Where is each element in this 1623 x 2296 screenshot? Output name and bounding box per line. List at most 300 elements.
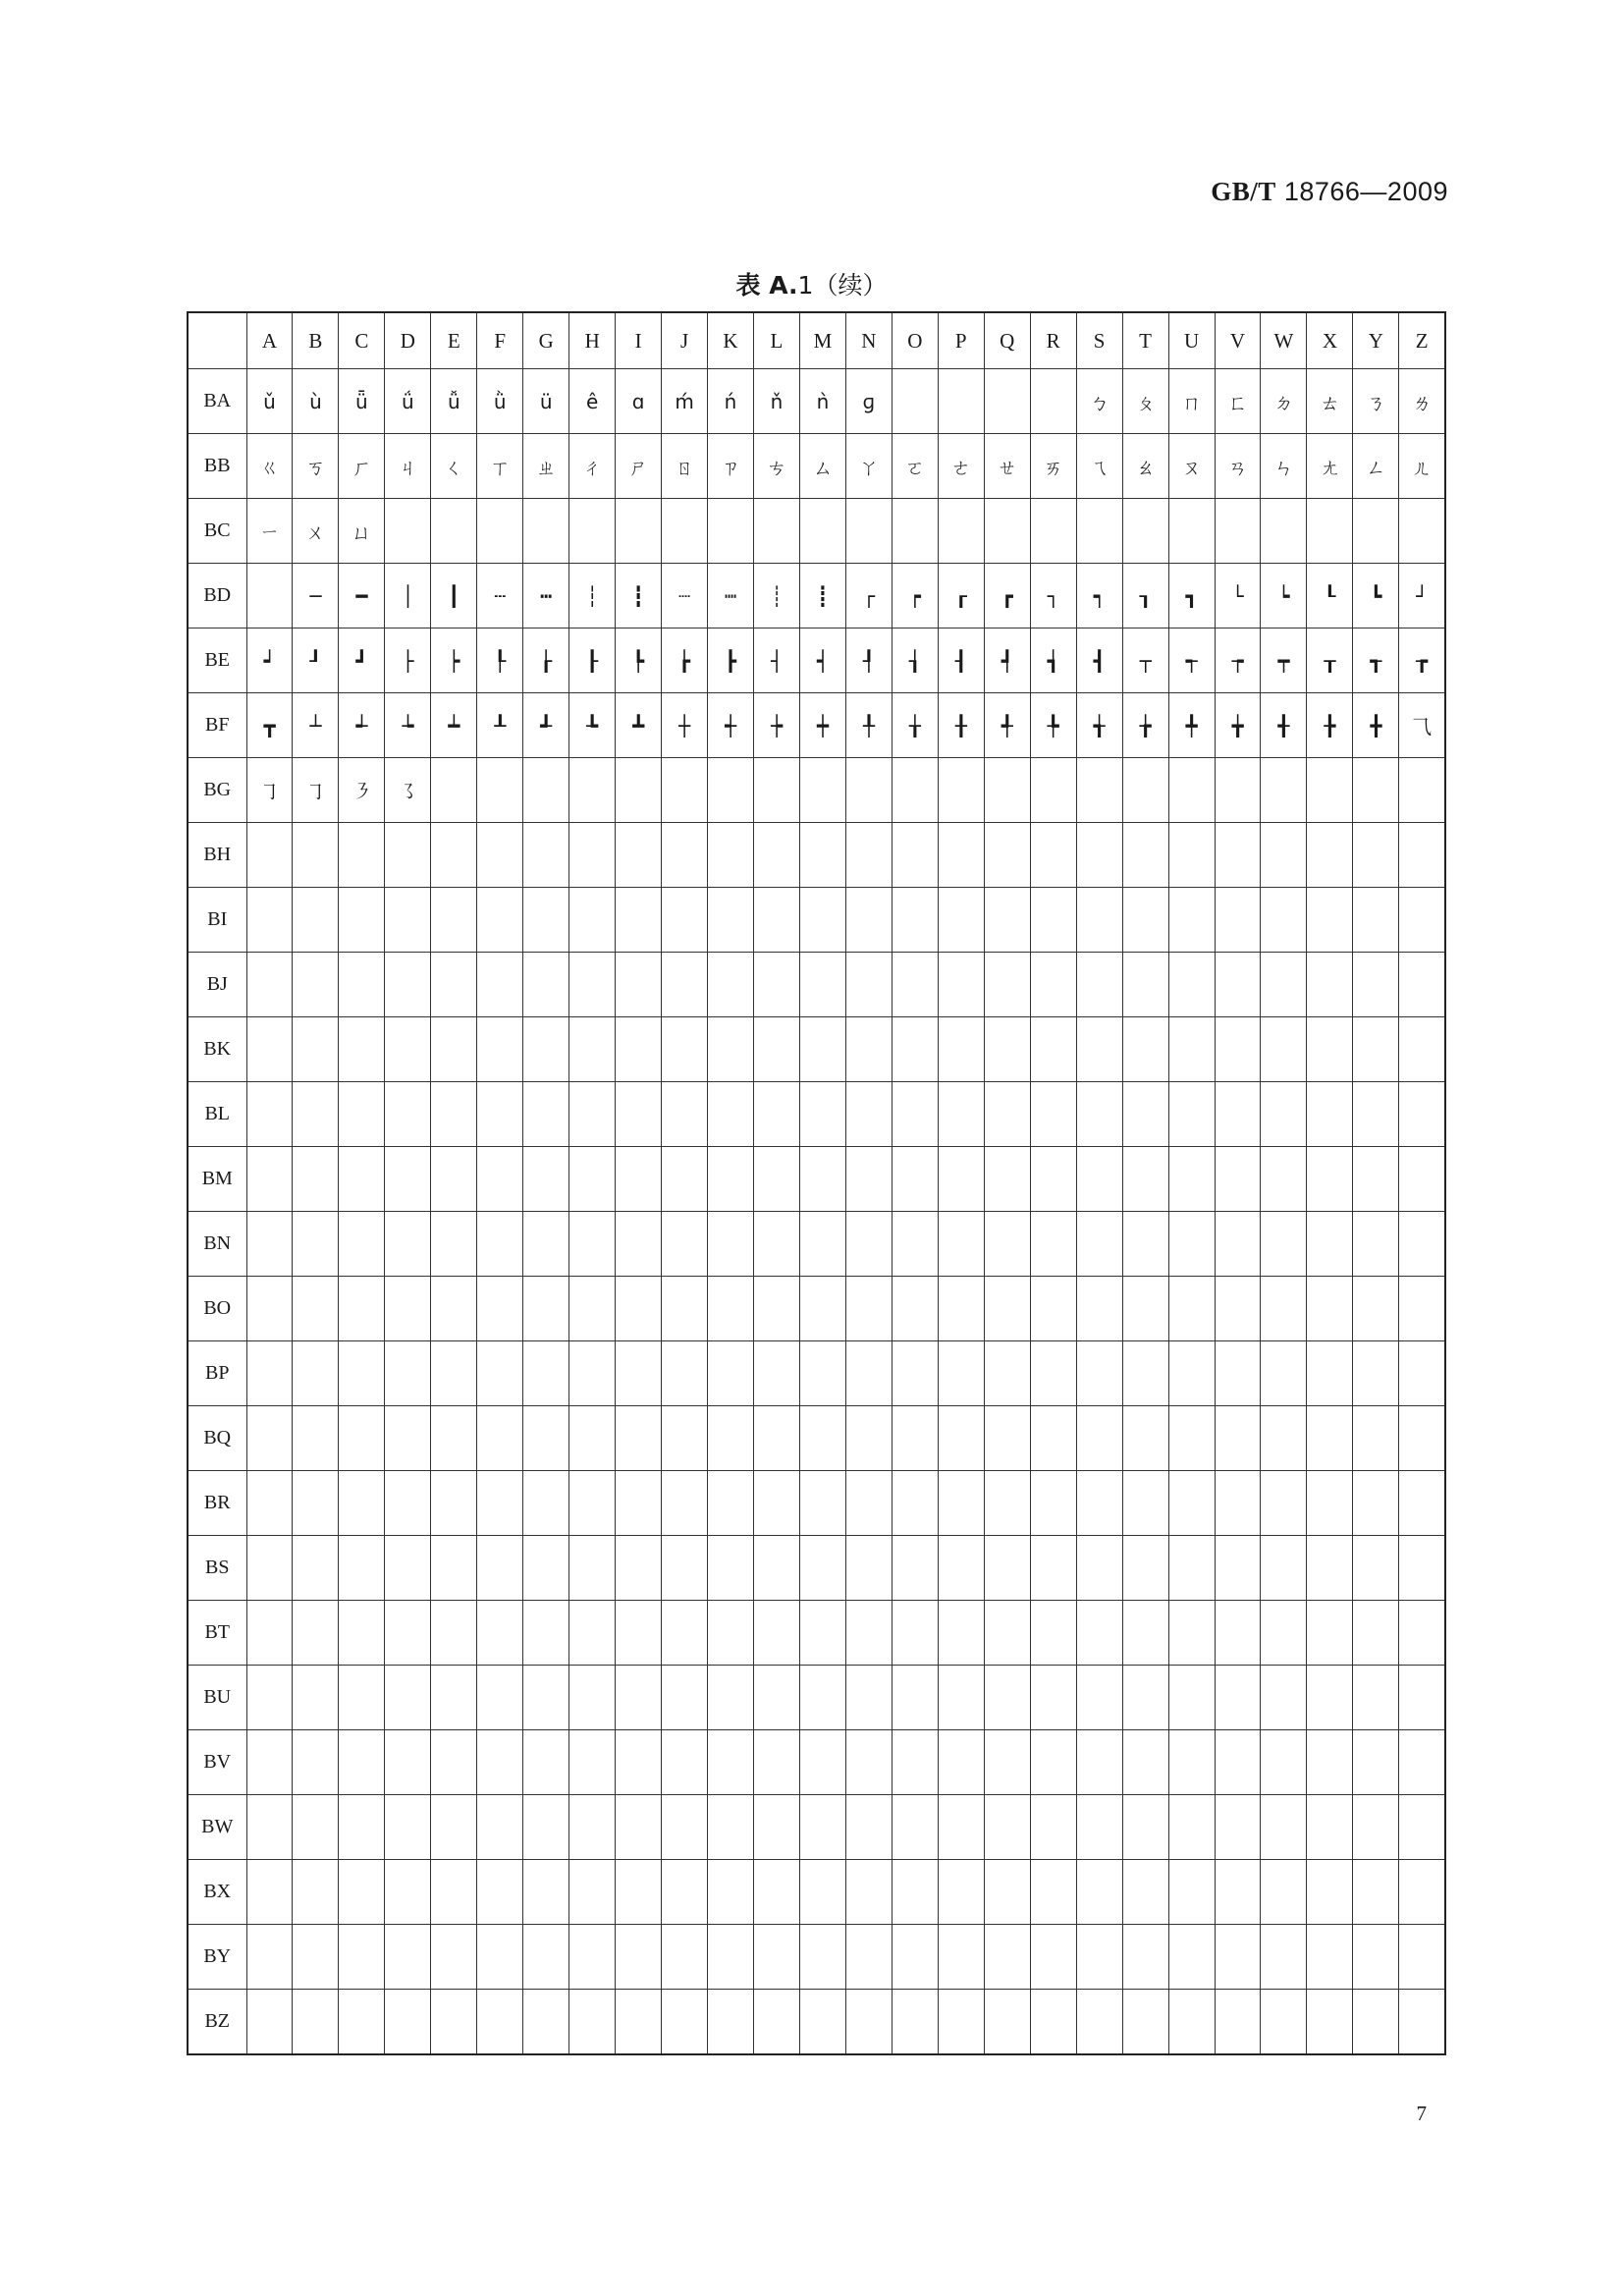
table-cell: ┒ bbox=[1122, 564, 1168, 629]
table-cell bbox=[845, 953, 892, 1017]
table-cell: ┢ bbox=[662, 629, 708, 693]
table-cell bbox=[1307, 1277, 1353, 1341]
table-cell bbox=[385, 1925, 431, 1990]
table-cell bbox=[1168, 1601, 1215, 1666]
table-cell bbox=[1076, 1471, 1122, 1536]
table-cell: ǘ bbox=[385, 369, 431, 434]
table-cell bbox=[1215, 1406, 1261, 1471]
table-cell: ┓ bbox=[1168, 564, 1215, 629]
table-cell bbox=[523, 888, 569, 953]
table-cell: ḿ bbox=[662, 369, 708, 434]
table-cell bbox=[339, 1471, 385, 1536]
table-cell: ê bbox=[569, 369, 616, 434]
table-cell bbox=[753, 1536, 799, 1601]
table-cell bbox=[246, 1601, 293, 1666]
table-cell bbox=[523, 1406, 569, 1471]
table-cell bbox=[753, 1212, 799, 1277]
table-cell bbox=[431, 1795, 477, 1860]
table-cell bbox=[1399, 1082, 1445, 1147]
table-cell bbox=[385, 1212, 431, 1277]
table-cell bbox=[938, 1860, 984, 1925]
table-cell bbox=[1307, 1666, 1353, 1730]
table-cell bbox=[708, 499, 754, 564]
table-cell: └ bbox=[1215, 564, 1261, 629]
table-cell bbox=[1261, 1666, 1307, 1730]
table-cell bbox=[1215, 758, 1261, 823]
table-cell bbox=[1076, 1536, 1122, 1601]
table-cell: ┷ bbox=[431, 693, 477, 758]
table-cell bbox=[892, 1666, 938, 1730]
table-cell bbox=[1307, 1017, 1353, 1082]
table-cell: ㄗ bbox=[708, 434, 754, 499]
table-cell bbox=[892, 1795, 938, 1860]
table-cell bbox=[984, 499, 1030, 564]
table-cell bbox=[523, 1277, 569, 1341]
table-cell bbox=[339, 1082, 385, 1147]
table-cell bbox=[1399, 1471, 1445, 1536]
table-cell: ㄟ bbox=[1076, 434, 1122, 499]
table-cell bbox=[938, 1990, 984, 2055]
table-cell bbox=[938, 1277, 984, 1341]
table-cell: ┰ bbox=[1307, 629, 1353, 693]
table-row bbox=[188, 1082, 1445, 1147]
table-cell bbox=[246, 1341, 293, 1406]
table-cell bbox=[845, 1795, 892, 1860]
table-cell bbox=[892, 823, 938, 888]
table-cell bbox=[1307, 1730, 1353, 1795]
corner-cell bbox=[188, 312, 246, 369]
table-cell bbox=[662, 1601, 708, 1666]
table-cell: ┈ bbox=[662, 564, 708, 629]
table-cell: ┐ bbox=[1030, 564, 1076, 629]
table-cell bbox=[569, 1212, 616, 1277]
table-cell: ┾ bbox=[753, 693, 799, 758]
table-cell bbox=[662, 1082, 708, 1147]
table-cell bbox=[892, 1730, 938, 1795]
table-cell bbox=[1215, 1925, 1261, 1990]
document-code: 18766—2009 bbox=[1283, 177, 1448, 206]
table-cell: ㄙ bbox=[799, 434, 845, 499]
table-cell bbox=[616, 1536, 662, 1601]
table-cell: ㄤ bbox=[1307, 434, 1353, 499]
table-cell bbox=[339, 1212, 385, 1277]
table-cell bbox=[569, 1277, 616, 1341]
table-cell: ㄈ bbox=[1215, 369, 1261, 434]
table-cell bbox=[293, 1795, 339, 1860]
table-cell: ǚ bbox=[431, 369, 477, 434]
table-cell bbox=[616, 1212, 662, 1277]
table-cell bbox=[1168, 1795, 1215, 1860]
table-cell bbox=[293, 888, 339, 953]
table-cell bbox=[477, 1860, 523, 1925]
table-cell: ┶ bbox=[385, 693, 431, 758]
table-cell bbox=[1030, 1471, 1076, 1536]
table-cell bbox=[1076, 1147, 1122, 1212]
table-cell bbox=[293, 1406, 339, 1471]
table-cell bbox=[1030, 369, 1076, 434]
table-cell bbox=[708, 823, 754, 888]
table-cell bbox=[616, 1147, 662, 1212]
table-cell bbox=[339, 1795, 385, 1860]
table-cell bbox=[385, 1471, 431, 1536]
table-cell bbox=[293, 1147, 339, 1212]
table-cell bbox=[1215, 499, 1261, 564]
table-cell: ㄑ bbox=[431, 434, 477, 499]
table-cell bbox=[1168, 1212, 1215, 1277]
table-cell bbox=[1168, 1082, 1215, 1147]
table-cell bbox=[1215, 1536, 1261, 1601]
table-cell bbox=[708, 1925, 754, 1990]
table-cell bbox=[708, 1082, 754, 1147]
row-header: BR bbox=[188, 1471, 246, 1536]
row-header: BG bbox=[188, 758, 246, 823]
table-cell bbox=[753, 1666, 799, 1730]
table-cell: ╂ bbox=[938, 693, 984, 758]
row-header: BN bbox=[188, 1212, 246, 1277]
table-cell bbox=[845, 1536, 892, 1601]
table-cell bbox=[339, 953, 385, 1017]
table-cell bbox=[708, 1860, 754, 1925]
table-cell bbox=[1215, 1147, 1261, 1212]
table-cell bbox=[1215, 1277, 1261, 1341]
row-header: BY bbox=[188, 1925, 246, 1990]
table-cell bbox=[477, 888, 523, 953]
table-cell bbox=[799, 1147, 845, 1212]
table-cell bbox=[1261, 823, 1307, 888]
table-cell bbox=[1399, 1406, 1445, 1471]
table-cell: ┡ bbox=[616, 629, 662, 693]
column-header: B bbox=[293, 312, 339, 369]
table-cell bbox=[616, 1277, 662, 1341]
table-title bbox=[0, 266, 1623, 301]
table-cell bbox=[708, 1212, 754, 1277]
table-cell bbox=[1076, 1795, 1122, 1860]
table-cell bbox=[753, 1082, 799, 1147]
table-cell bbox=[708, 1730, 754, 1795]
table-cell bbox=[1399, 953, 1445, 1017]
row-header: BJ bbox=[188, 953, 246, 1017]
table-cell: ㄔ bbox=[569, 434, 616, 499]
table-cell: ╋ bbox=[1353, 693, 1399, 758]
table-cell bbox=[339, 823, 385, 888]
table-cell: ╆ bbox=[1122, 693, 1168, 758]
table-row bbox=[188, 564, 1445, 629]
table-cell bbox=[1030, 1795, 1076, 1860]
table-cell bbox=[477, 1406, 523, 1471]
table-cell bbox=[616, 823, 662, 888]
table-cell bbox=[385, 953, 431, 1017]
row-header: BI bbox=[188, 888, 246, 953]
table-cell bbox=[616, 888, 662, 953]
row-header: BB bbox=[188, 434, 246, 499]
table-cell bbox=[892, 1212, 938, 1277]
column-header: J bbox=[662, 312, 708, 369]
table-cell bbox=[1399, 888, 1445, 953]
table-row bbox=[188, 434, 1445, 499]
table-cell: ㇌ bbox=[385, 758, 431, 823]
table-cell bbox=[246, 1017, 293, 1082]
document-prefix: GB/T bbox=[1211, 177, 1276, 206]
table-cell bbox=[753, 823, 799, 888]
table-cell bbox=[385, 888, 431, 953]
table-cell: ┮ bbox=[1215, 629, 1261, 693]
table-cell: ┴ bbox=[293, 693, 339, 758]
table-cell bbox=[1261, 1341, 1307, 1406]
table-cell bbox=[1076, 1277, 1122, 1341]
table-cell: ㄊ bbox=[1307, 369, 1353, 434]
table-cell bbox=[1168, 953, 1215, 1017]
table-title-number: 1（续） bbox=[797, 271, 888, 300]
table-cell: ㄘ bbox=[753, 434, 799, 499]
table-cell bbox=[662, 758, 708, 823]
table-cell bbox=[892, 1082, 938, 1147]
table-cell bbox=[845, 888, 892, 953]
table-cell bbox=[753, 1925, 799, 1990]
table-cell bbox=[385, 1536, 431, 1601]
table-row bbox=[188, 1406, 1445, 1471]
table-cell bbox=[1122, 823, 1168, 888]
table-cell bbox=[1076, 823, 1122, 888]
table-cell bbox=[1261, 1471, 1307, 1536]
table-row bbox=[188, 888, 1445, 953]
table-cell bbox=[477, 1082, 523, 1147]
table-cell: ┣ bbox=[708, 629, 754, 693]
table-cell bbox=[339, 1277, 385, 1341]
table-cell bbox=[984, 1536, 1030, 1601]
table-cell bbox=[1307, 1212, 1353, 1277]
table-cell bbox=[708, 953, 754, 1017]
table-cell bbox=[385, 1277, 431, 1341]
table-cell bbox=[569, 1730, 616, 1795]
table-cell bbox=[1122, 1795, 1168, 1860]
row-header: BU bbox=[188, 1666, 246, 1730]
table-cell bbox=[708, 1277, 754, 1341]
table-cell bbox=[984, 953, 1030, 1017]
table-cell bbox=[246, 1990, 293, 2055]
table-cell bbox=[477, 1017, 523, 1082]
table-cell bbox=[1030, 1212, 1076, 1277]
table-cell bbox=[1122, 1990, 1168, 2055]
table-title-label: 表 A. bbox=[735, 271, 798, 300]
table-cell bbox=[569, 1536, 616, 1601]
table-cell bbox=[385, 1601, 431, 1666]
table-cell: ╅ bbox=[1076, 693, 1122, 758]
table-cell bbox=[1030, 1406, 1076, 1471]
table-row bbox=[188, 1277, 1445, 1341]
table-cell bbox=[1353, 1666, 1399, 1730]
table-cell bbox=[431, 1925, 477, 1990]
table-cell bbox=[845, 1147, 892, 1212]
table-cell bbox=[477, 1666, 523, 1730]
table-cell: ㄖ bbox=[662, 434, 708, 499]
table-cell bbox=[616, 1601, 662, 1666]
table-cell: ㄇ bbox=[1168, 369, 1215, 434]
column-header-row bbox=[188, 312, 1445, 369]
table-cell: ┼ bbox=[662, 693, 708, 758]
table-cell bbox=[845, 1601, 892, 1666]
table-cell bbox=[1215, 1990, 1261, 2055]
table-cell bbox=[1399, 1017, 1445, 1082]
table-cell bbox=[938, 499, 984, 564]
table-row bbox=[188, 1147, 1445, 1212]
table-cell bbox=[1353, 1536, 1399, 1601]
table-cell bbox=[984, 1925, 1030, 1990]
table-cell bbox=[708, 888, 754, 953]
table-cell bbox=[1168, 1341, 1215, 1406]
table-cell bbox=[799, 1212, 845, 1277]
table-cell: ┧ bbox=[892, 629, 938, 693]
table-cell bbox=[1399, 1795, 1445, 1860]
table-cell bbox=[1168, 1990, 1215, 2055]
table-cell bbox=[799, 1082, 845, 1147]
table-cell bbox=[1030, 499, 1076, 564]
table-cell: ㄥ bbox=[1353, 434, 1399, 499]
table-cell bbox=[892, 1406, 938, 1471]
table-row bbox=[188, 1212, 1445, 1277]
row-header: BO bbox=[188, 1277, 246, 1341]
table-cell bbox=[385, 1147, 431, 1212]
table-cell: ┫ bbox=[1076, 629, 1122, 693]
table-row bbox=[188, 693, 1445, 758]
table-cell bbox=[431, 1471, 477, 1536]
table-cell bbox=[477, 1730, 523, 1795]
table-row bbox=[188, 1341, 1445, 1406]
table-cell bbox=[1168, 1017, 1215, 1082]
table-cell: ┺ bbox=[569, 693, 616, 758]
table-cell bbox=[753, 1406, 799, 1471]
row-header: BM bbox=[188, 1147, 246, 1212]
table-cell bbox=[799, 758, 845, 823]
table-cell: ━ bbox=[339, 564, 385, 629]
table-cell bbox=[293, 1471, 339, 1536]
table-cell: ┄ bbox=[477, 564, 523, 629]
table-cell bbox=[708, 1341, 754, 1406]
table-cell bbox=[1307, 1795, 1353, 1860]
table-cell bbox=[1261, 1730, 1307, 1795]
table-cell: ㄛ bbox=[892, 434, 938, 499]
table-cell: ㄩ bbox=[339, 499, 385, 564]
table-cell bbox=[1030, 1925, 1076, 1990]
table-cell bbox=[523, 1536, 569, 1601]
table-cell bbox=[339, 1017, 385, 1082]
table-cell: ┥ bbox=[799, 629, 845, 693]
table-cell: ┑ bbox=[1076, 564, 1122, 629]
column-header: L bbox=[753, 312, 799, 369]
table-cell bbox=[477, 499, 523, 564]
table-cell bbox=[845, 1860, 892, 1925]
table-cell: │ bbox=[385, 564, 431, 629]
table-cell bbox=[246, 1730, 293, 1795]
column-header: A bbox=[246, 312, 293, 369]
table-cell bbox=[1168, 1406, 1215, 1471]
table-cell bbox=[1215, 1212, 1261, 1277]
table-cell bbox=[477, 1990, 523, 2055]
table-cell bbox=[1353, 823, 1399, 888]
table-cell: ň bbox=[753, 369, 799, 434]
table-cell bbox=[984, 1017, 1030, 1082]
table-cell bbox=[753, 1471, 799, 1536]
table-cell bbox=[616, 1406, 662, 1471]
table-cell bbox=[753, 1601, 799, 1666]
table-cell bbox=[799, 953, 845, 1017]
table-cell bbox=[753, 1341, 799, 1406]
table-cell: ┊ bbox=[753, 564, 799, 629]
table-cell bbox=[1122, 1666, 1168, 1730]
table-cell: ㄢ bbox=[1215, 434, 1261, 499]
table-cell bbox=[569, 1925, 616, 1990]
row-header: BH bbox=[188, 823, 246, 888]
table-cell: ┋ bbox=[799, 564, 845, 629]
table-cell bbox=[1122, 1406, 1168, 1471]
table-cell bbox=[1122, 1147, 1168, 1212]
table-cell bbox=[753, 1795, 799, 1860]
table-cell bbox=[938, 1017, 984, 1082]
table-cell bbox=[1307, 499, 1353, 564]
table-cell bbox=[1307, 1471, 1353, 1536]
table-cell: ╃ bbox=[984, 693, 1030, 758]
table-cell bbox=[662, 1536, 708, 1601]
table-cell bbox=[892, 1536, 938, 1601]
table-cell bbox=[1122, 1277, 1168, 1341]
table-cell bbox=[892, 953, 938, 1017]
table-cell bbox=[708, 1666, 754, 1730]
table-cell bbox=[845, 823, 892, 888]
table-cell bbox=[753, 1147, 799, 1212]
table-cell bbox=[753, 1017, 799, 1082]
table-cell bbox=[385, 823, 431, 888]
table-cell bbox=[1215, 1341, 1261, 1406]
table-cell: ┨ bbox=[938, 629, 984, 693]
table-cell bbox=[1030, 1082, 1076, 1147]
table-cell bbox=[616, 1795, 662, 1860]
table-cell: ㄧ bbox=[246, 499, 293, 564]
table-cell bbox=[845, 499, 892, 564]
table-cell bbox=[1215, 823, 1261, 888]
row-header: BA bbox=[188, 369, 246, 434]
table-cell bbox=[523, 1147, 569, 1212]
table-cell bbox=[1076, 1860, 1122, 1925]
table-cell bbox=[1122, 1341, 1168, 1406]
row-header: BE bbox=[188, 629, 246, 693]
table-cell bbox=[708, 1017, 754, 1082]
table-cell bbox=[1076, 1601, 1122, 1666]
column-header: E bbox=[431, 312, 477, 369]
table-cell bbox=[1261, 1406, 1307, 1471]
table-cell bbox=[1399, 1536, 1445, 1601]
table-cell: ┖ bbox=[1307, 564, 1353, 629]
table-cell bbox=[662, 499, 708, 564]
table-cell bbox=[477, 823, 523, 888]
table-cell bbox=[984, 1277, 1030, 1341]
table-cell bbox=[1261, 499, 1307, 564]
table-cell: ┍ bbox=[892, 564, 938, 629]
table-cell bbox=[892, 1471, 938, 1536]
table-cell bbox=[1030, 1147, 1076, 1212]
table-cell bbox=[1076, 499, 1122, 564]
table-cell bbox=[616, 1925, 662, 1990]
column-header: Y bbox=[1353, 312, 1399, 369]
table-cell bbox=[1307, 888, 1353, 953]
table-cell bbox=[662, 1990, 708, 2055]
table-cell bbox=[1122, 953, 1168, 1017]
row-header: BW bbox=[188, 1795, 246, 1860]
table-cell bbox=[1353, 1471, 1399, 1536]
table-cell bbox=[753, 888, 799, 953]
table-cell: ㄠ bbox=[1122, 434, 1168, 499]
table-row bbox=[188, 953, 1445, 1017]
table-cell bbox=[938, 1925, 984, 1990]
table-cell: ┛ bbox=[339, 629, 385, 693]
